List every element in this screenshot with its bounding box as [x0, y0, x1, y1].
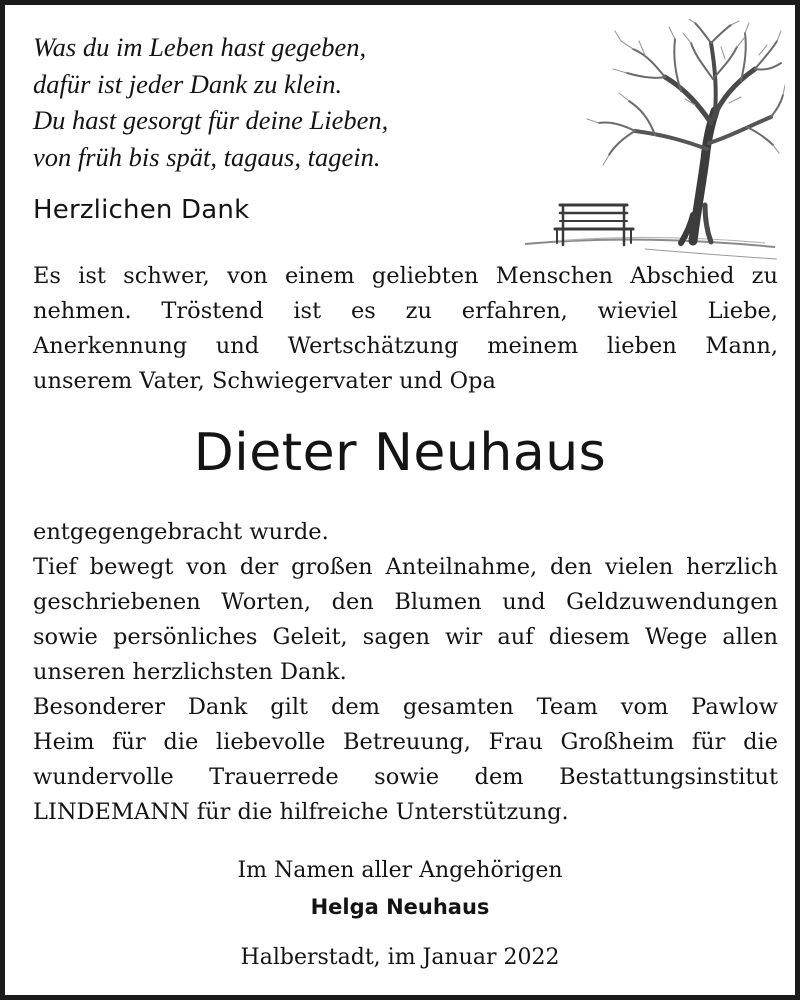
body-paragraph	[33, 515, 778, 830]
intro-paragraph	[33, 259, 778, 399]
body-line: entgegengebracht wurde.	[33, 519, 329, 545]
place-date: Halberstadt, im Januar 2022	[240, 945, 560, 970]
tree-with-bench-icon	[515, 19, 785, 264]
body-line: sowie persönliches Geleit, sagen wir auf diesem Wege allen	[33, 624, 778, 650]
poem-line: Was du im Leben hast gegeben,	[33, 32, 367, 62]
body-line: unseren herzlichsten Dank.	[33, 659, 347, 685]
signature-block	[5, 853, 795, 925]
poem	[33, 29, 553, 175]
intro-line: Es ist schwer, von einem geliebten Menschen Abschied zu	[33, 263, 778, 289]
body-line: Heim für die liebevolle Betreuung, Frau Großheim für die	[33, 729, 778, 755]
heading: Herzlichen Dank	[33, 195, 250, 225]
poem-line: dafür ist jeder Dank zu klein.	[33, 68, 343, 99]
poem-line: Du hast gesorgt für deine Lieben,	[33, 105, 389, 135]
poem-line: von früh bis spät, tagaus, tagein.	[33, 141, 381, 172]
body-line: LINDEMANN für die hilfreiche Unterstützung.	[33, 799, 569, 825]
signature-line: Im Namen aller Angehörigen	[237, 858, 563, 883]
body-line: Tief bewegt von der großen Anteilnahme, den vielen herzlich	[33, 554, 778, 580]
deceased-name: Dieter Neuhaus	[193, 423, 607, 483]
body-line: Besonderer Dank gilt dem gesamten Team vom Pawlow	[33, 694, 778, 720]
intro-line: unserem Vater, Schwiegervater und Opa	[33, 368, 496, 394]
intro-line: nehmen. Tröstend ist es zu erfahren, wieviel Liebe,	[33, 298, 778, 324]
body-line: geschriebenen Worten, den Blumen und Geldzuwendungen	[33, 589, 778, 615]
body-line: wundervolle Trauerrede sowie dem Bestattungsinstitut	[33, 764, 778, 790]
intro-line: Anerkennung und Wertschätzung meinem lieben Mann,	[33, 333, 778, 359]
signature-name: Helga Neuhaus	[310, 895, 490, 919]
